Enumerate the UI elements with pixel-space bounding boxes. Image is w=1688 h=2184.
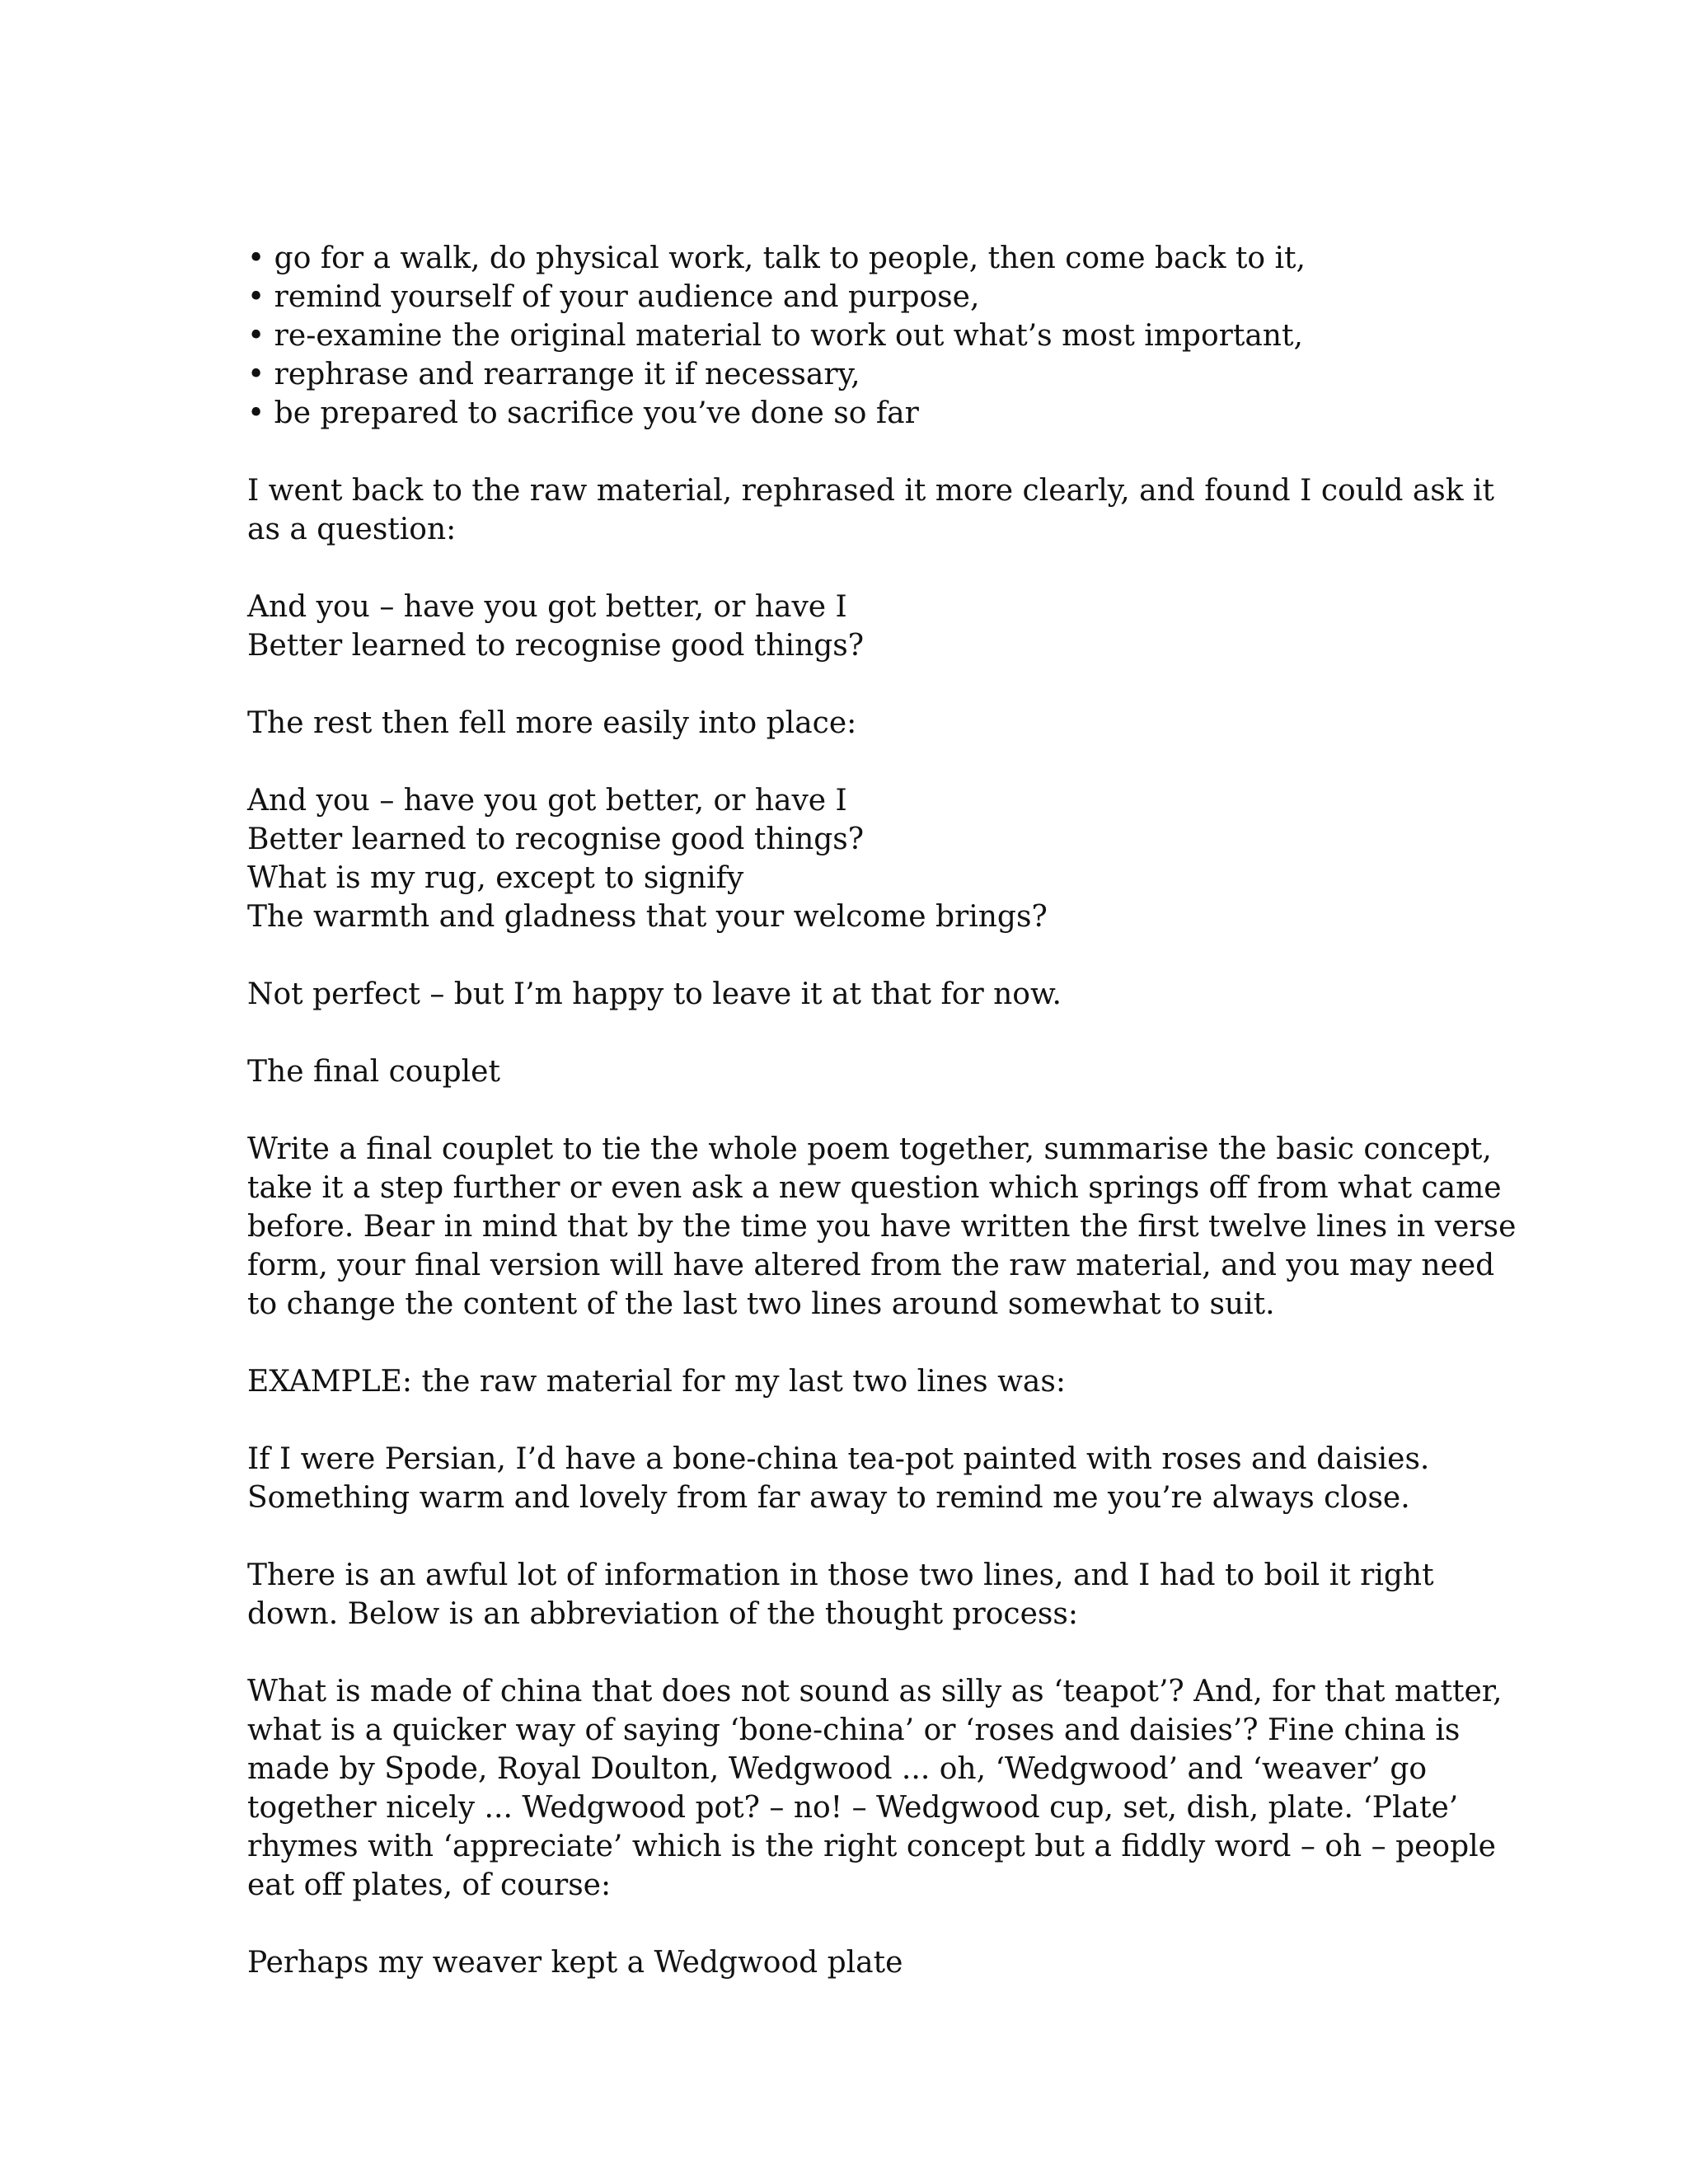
bullet-item: • re-examine the original material to work out what’s most important, — [247, 319, 1303, 353]
verse-line: Perhaps my weaver kept a Wedgwood plate — [247, 1946, 903, 1980]
text-line: take it a step further or even ask a new question which springs off from what came — [247, 1171, 1502, 1205]
bullet-item: • go for a walk, do physical work, talk to people, then come back to it, — [247, 241, 1306, 275]
text-line: what is a quicker way of saying ‘bone-china’ or ‘roses and daisies’? Fine china is — [247, 1713, 1461, 1747]
text-line: There is an awful lot of information in those two lines, and I had to boil it right — [247, 1558, 1434, 1592]
paragraph-rest — [247, 704, 1451, 743]
verse-question — [247, 588, 1451, 665]
final-verse-line — [247, 1943, 1451, 1982]
document-page — [247, 239, 1517, 1982]
text-line: Something warm and lovely from far away to remind me you’re always close. — [247, 1481, 1410, 1515]
bullet-item: • be prepared to sacrifice you’ve done so far — [247, 396, 919, 430]
text-line: as a question: — [247, 513, 457, 546]
text-line: Not perfect – but I’m happy to leave it at that for now. — [247, 977, 1062, 1011]
verse-line: Better learned to recognise good things? — [247, 629, 865, 663]
paragraph-not-perfect — [247, 975, 1451, 1014]
paragraph-awful-lot — [247, 1556, 1451, 1633]
text-line: I went back to the raw material, rephrased it more clearly, and found I could ask it — [247, 474, 1495, 508]
paragraph-went-back — [247, 471, 1495, 549]
text-line: together nicely ... Wedgwood pot? – no! – Wedgwood cup, set, dish, plate. ‘Plate’ — [247, 1791, 1459, 1825]
text-line: eat off plates, of course: — [247, 1868, 612, 1902]
text-line: made by Spode, Royal Doulton, Wedgwood ... oh, ‘Wedgwood’ and ‘weaver’ go — [247, 1752, 1428, 1786]
section-heading — [247, 1052, 1451, 1091]
text-line: form, your final version will have altered from the raw material, and you may need — [247, 1249, 1495, 1282]
verse-line: The warmth and gladness that your welcome brings? — [247, 900, 1048, 934]
bullet-item: • remind yourself of your audience and purpose, — [247, 280, 980, 314]
verse-line: What is my rug, except to signify — [247, 861, 744, 895]
raw-material-lines — [247, 1440, 1451, 1517]
text-line: What is made of china that does not sound as silly as ‘teapot’? And, for that matter, — [247, 1675, 1503, 1708]
text-line: Write a final couplet to tie the whole poem together, summarise the basic concept, — [247, 1132, 1492, 1166]
text-line: If I were Persian, I’d have a bone-china tea-pot painted with roses and daisies. — [247, 1442, 1430, 1476]
paragraph-china — [247, 1672, 1503, 1905]
text-line: before. Bear in mind that by the time you have written the first twelve lines in verse — [247, 1210, 1517, 1244]
text-line: EXAMPLE: the raw material for my last two lines was: — [247, 1365, 1066, 1399]
text-line: rhymes with ‘appreciate’ which is the right concept but a fiddly word – oh – people — [247, 1830, 1496, 1863]
text-line: The rest then fell more easily into place: — [247, 706, 857, 740]
tips-bullet-list — [247, 239, 1451, 433]
verse-full — [247, 781, 1451, 936]
text-line: to change the content of the last two lines around somewhat to suit. — [247, 1287, 1275, 1321]
verse-line: Better learned to recognise good things? — [247, 823, 865, 856]
verse-line: And you – have you got better, or have I — [247, 784, 847, 818]
heading-final-couplet: The final couplet — [247, 1055, 500, 1089]
text-line: down. Below is an abbreviation of the thought process: — [247, 1597, 1078, 1631]
verse-line: And you – have you got better, or have I — [247, 590, 847, 624]
paragraph-write-couplet — [247, 1130, 1517, 1324]
paragraph-example — [247, 1362, 1451, 1401]
bullet-item: • rephrase and rearrange it if necessary, — [247, 358, 860, 391]
